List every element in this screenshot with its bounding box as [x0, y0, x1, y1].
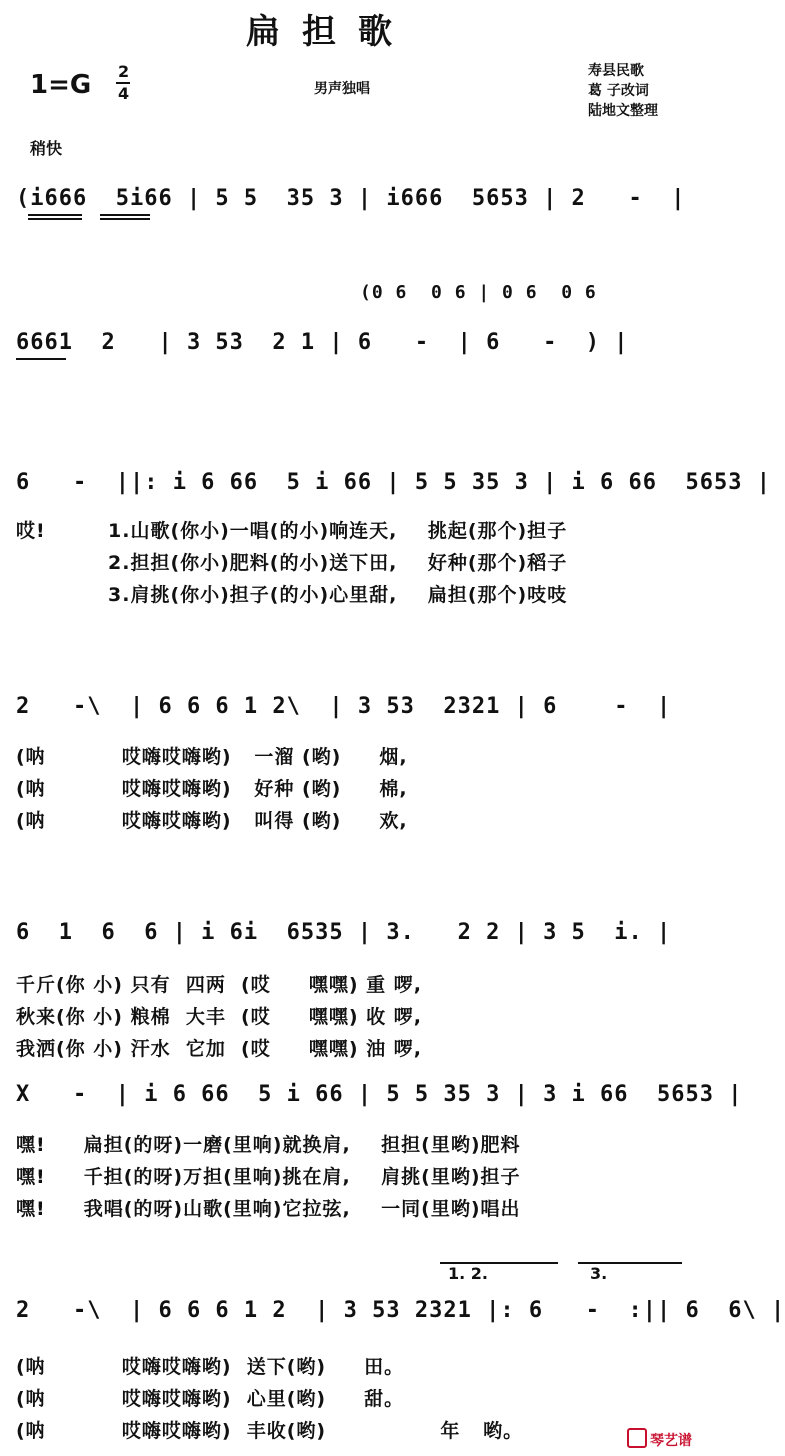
key-signature: 1=G	[30, 70, 92, 100]
system-7-notes: 2 -\ | 6 6 6 1 2 | 3 53 2321 |: 6 - :|| 6 6\ |	[16, 1298, 785, 1323]
system-2-notes: 6661 2 | 3 53 2 1 | 6 - | 6 - ) |	[16, 330, 629, 355]
system-3-notes: 6 - ||: i 6 66 5 i 66 | 5 5 35 3 | i 6 66 5653 |	[16, 470, 771, 495]
system-6-notes: X - | i 6 66 5 i 66 | 5 5 35 3 | 3 i 66 5653 |	[16, 1082, 743, 1107]
watermark-text: 琴艺谱	[650, 1433, 692, 1449]
watermark	[627, 1428, 692, 1450]
credit-origin: 寿县民歌	[588, 63, 644, 79]
song-title: 扁担歌	[246, 12, 414, 52]
system-6-lyric-1: 嘿! 扁担(的呀)一磨(里响)就换肩, 担担(里哟)肥料	[16, 1134, 521, 1156]
system-3-lyric-3: 3.肩挑(你小)担子(的小)心里甜, 扁担(那个)吱吱	[108, 584, 568, 606]
system-6-lyric-3: 嘿! 我唱(的呀)山歌(里响)它拉弦, 一同(里哟)唱出	[16, 1198, 521, 1220]
system-5-lyric-2: 秋来(你 小) 粮棉 大丰 (哎 嘿嘿) 收 啰,	[16, 1006, 422, 1028]
system-3-lyric-2: 2.担担(你小)肥料(的小)送下田, 好种(那个)稻子	[108, 552, 568, 574]
underline	[100, 218, 150, 220]
time-signature-top: 2	[118, 62, 130, 81]
system-6-lyric-2: 嘿! 千担(的呀)万担(里响)挑在肩, 肩挑(里哟)担子	[16, 1166, 521, 1188]
performance-type: 男声独唱	[314, 81, 370, 97]
system-4-lyric-1: (呐 哎嗨哎嗨哟) 一溜 (哟) 烟,	[16, 746, 408, 768]
underline	[100, 214, 150, 216]
underline	[28, 218, 82, 220]
underline	[28, 214, 82, 216]
qinyipu-logo-icon	[627, 1428, 647, 1448]
system-4-notes: 2 -\ | 6 6 6 1 2\ | 3 53 2321 | 6 - |	[16, 694, 672, 719]
volta-3: 3.	[590, 1264, 608, 1283]
underline	[16, 358, 66, 360]
system-4-lyric-2: (呐 哎嗨哎嗨哟) 好种 (哟) 棉,	[16, 778, 408, 800]
system-4-lyric-3: (呐 哎嗨哎嗨哟) 叫得 (哟) 欢,	[16, 810, 408, 832]
volta-1-2: 1. 2.	[448, 1264, 488, 1283]
system-1-notes: (i666 5i66 | 5 5 35 3 | i666 5653 | 2 - |	[16, 186, 686, 211]
system-2-prefix: (0 6 0 6 | 0 6 0 6	[360, 282, 597, 303]
time-signature-bottom: 4	[118, 84, 130, 103]
credit-arranger: 陆地文整理	[588, 103, 658, 119]
system-5-notes: 6 1 6 6 | i 6i 6535 | 3. 2 2 | 3 5 i. |	[16, 920, 672, 945]
credit-lyricist: 葛 子改词	[588, 83, 649, 99]
volta-bracket	[578, 1262, 682, 1264]
system-5-lyric-1: 千斤(你 小) 只有 四两 (哎 嘿嘿) 重 啰,	[16, 974, 422, 996]
system-7-lyric-1: (呐 哎嗨哎嗨哟) 送下(哟) 田。	[16, 1356, 405, 1378]
system-7-lyric-3: (呐 哎嗨哎嗨哟) 丰收(哟) 年 哟。	[16, 1420, 524, 1442]
system-7-lyric-2: (呐 哎嗨哎嗨哟) 心里(哟) 甜。	[16, 1388, 405, 1410]
volta-bracket	[440, 1262, 558, 1264]
system-5-lyric-3: 我洒(你 小) 汗水 它加 (哎 嘿嘿) 油 啰,	[16, 1038, 422, 1060]
system-3-lyric-head: 哎!	[16, 520, 46, 542]
system-3-lyric-1: 1.山歌(你小)一唱(的小)响连天, 挑起(那个)担子	[108, 520, 568, 542]
tempo-marking: 稍快	[30, 139, 63, 158]
